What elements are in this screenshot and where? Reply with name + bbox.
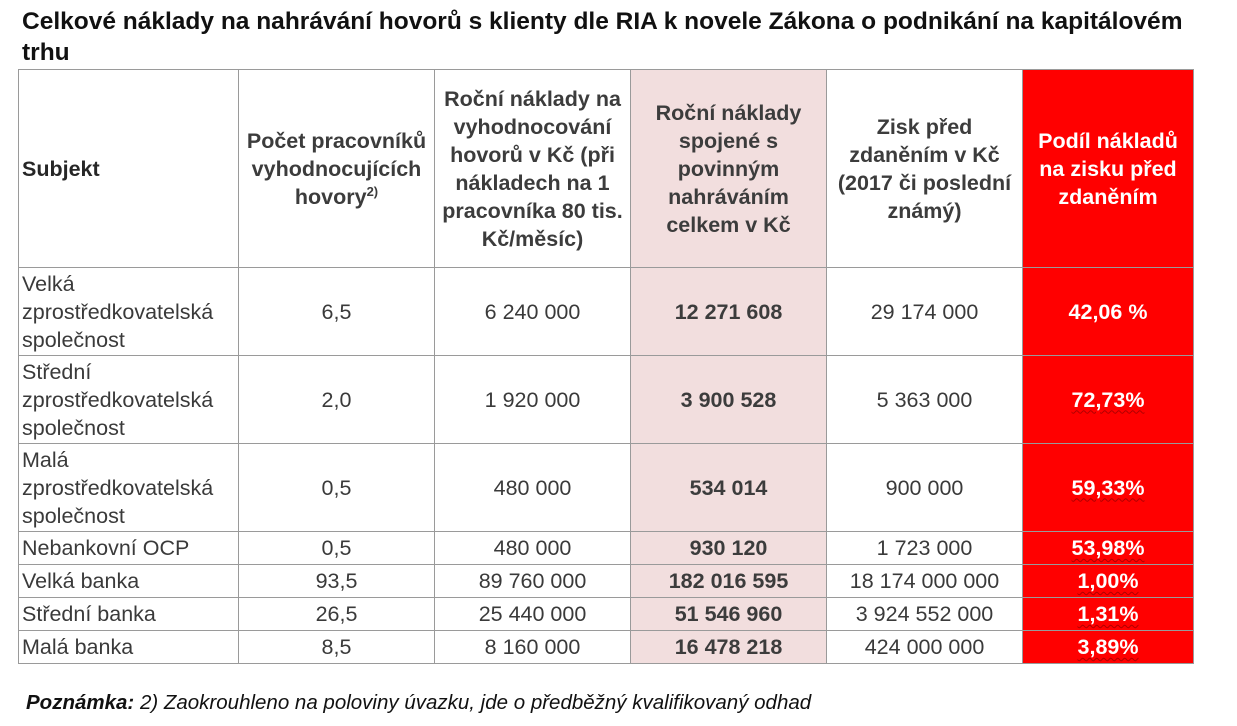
table-row — [19, 565, 1194, 598]
cell-profit: 424 000 000 — [827, 631, 1023, 664]
cell-profit: 900 000 — [827, 444, 1023, 532]
cell-subject: Střední zprostředkovatelská společnost — [19, 356, 239, 444]
table-header-row — [19, 70, 1194, 268]
cell-evaluation-costs: 480 000 — [435, 444, 631, 532]
cell-evaluation-costs: 25 440 000 — [435, 598, 631, 631]
cell-subject: Velká zprostředkovatelská společnost — [19, 268, 239, 356]
header-employees-label: Počet pracovníků vyhodnocujících hovory — [246, 128, 427, 209]
cell-evaluation-costs: 8 160 000 — [435, 631, 631, 664]
cell-share-value: 1,00% — [1077, 569, 1139, 593]
cell-share — [1023, 598, 1194, 631]
cell-profit: 29 174 000 — [827, 268, 1023, 356]
footnote — [26, 691, 811, 715]
cell-total-costs: 930 120 — [631, 532, 827, 565]
cell-total-costs: 12 271 608 — [631, 268, 827, 356]
cell-evaluation-costs: 480 000 — [435, 532, 631, 565]
cell-share — [1023, 565, 1194, 598]
cell-employees: 26,5 — [239, 598, 435, 631]
cell-total-costs: 3 900 528 — [631, 356, 827, 444]
cell-share-value: 72,73% — [1071, 387, 1145, 412]
header-profit: Zisk před zdaněním v Kč (2017 či poslední známý) — [827, 70, 1023, 268]
footnote-label: Poznámka: — [26, 691, 135, 714]
table-row — [19, 598, 1194, 631]
cell-profit: 5 363 000 — [827, 356, 1023, 444]
cell-subject: Malá banka — [19, 631, 239, 664]
cell-profit: 3 924 552 000 — [827, 598, 1023, 631]
cell-share-value: 1,31% — [1077, 602, 1139, 626]
page-title: Celkové náklady na nahrávání hovorů s klienty dle RIA k novele Zákona o podnikání na kapitálovém trhu — [22, 8, 1183, 66]
cell-total-costs: 182 016 595 — [631, 565, 827, 598]
cell-share — [1023, 532, 1194, 565]
table-row — [19, 268, 1194, 356]
cell-subject: Střední banka — [19, 598, 239, 631]
cell-employees: 2,0 — [239, 356, 435, 444]
table-row — [19, 356, 1194, 444]
footnote-text: 2) Zaokrouhleno na poloviny úvazku, jde o předběžný kvalifikovaný odhad — [139, 691, 812, 714]
costs-table — [18, 69, 1194, 664]
cell-total-costs: 534 014 — [631, 444, 827, 532]
cell-subject: Nebankovní OCP — [19, 532, 239, 565]
footnote-marker: 2) — [366, 183, 379, 199]
cell-employees: 0,5 — [239, 532, 435, 565]
cell-share-value: 3,89% — [1077, 635, 1139, 659]
cell-share-value: 59,33% — [1071, 475, 1145, 500]
header-employees — [239, 70, 435, 268]
cell-share — [1023, 631, 1194, 664]
cell-share — [1023, 356, 1194, 444]
cell-profit: 1 723 000 — [827, 532, 1023, 565]
cell-employees: 8,5 — [239, 631, 435, 664]
cell-share — [1023, 444, 1194, 532]
cell-employees: 6,5 — [239, 268, 435, 356]
cell-total-costs: 16 478 218 — [631, 631, 827, 664]
cell-total-costs: 51 546 960 — [631, 598, 827, 631]
header-share: Podíl nákladů na zisku před zdaněním — [1023, 70, 1194, 268]
cell-share: 42,06 % — [1023, 268, 1194, 356]
cell-evaluation-costs: 1 920 000 — [435, 356, 631, 444]
cell-employees: 0,5 — [239, 444, 435, 532]
cell-employees: 93,5 — [239, 565, 435, 598]
cell-evaluation-costs: 89 760 000 — [435, 565, 631, 598]
header-subject: Subjekt — [19, 70, 239, 268]
table-row — [19, 532, 1194, 565]
cell-evaluation-costs: 6 240 000 — [435, 268, 631, 356]
header-evaluation-costs: Roční náklady na vyhodnocování hovorů v Kč (při nákladech na 1 pracovníka 80 tis. Kč/měsíc) — [435, 70, 631, 268]
header-total-costs: Roční náklady spojené s povinným nahráváním celkem v Kč — [631, 70, 827, 268]
table-row — [19, 444, 1194, 532]
table-row — [19, 631, 1194, 664]
cell-share-value: 53,98% — [1071, 536, 1145, 560]
cell-profit: 18 174 000 000 — [827, 565, 1023, 598]
cell-subject: Velká banka — [19, 565, 239, 598]
cell-subject: Malá zprostředkovatelská společnost — [19, 444, 239, 532]
